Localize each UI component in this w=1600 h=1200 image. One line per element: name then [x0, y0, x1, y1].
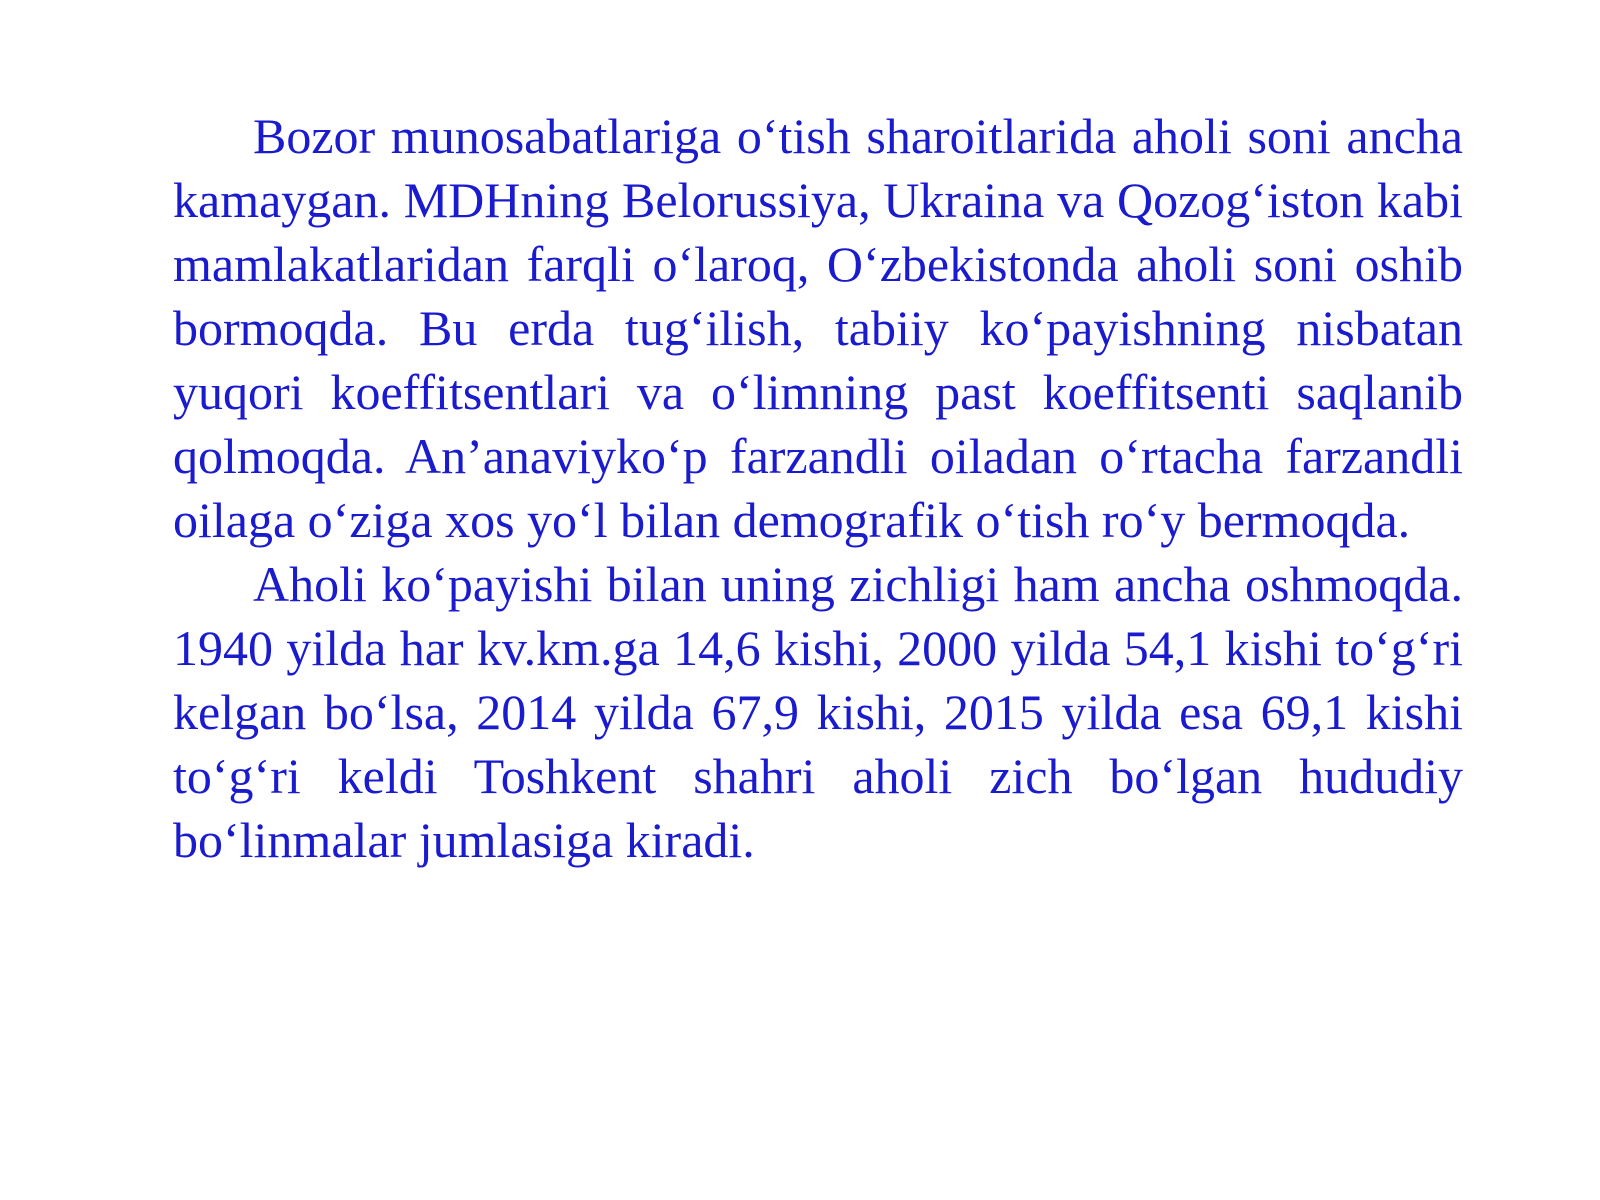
- slide-text-block: [173, 104, 1463, 872]
- paragraph-population-density: Aholi ko‘payishi bilan uning zichligi ham ancha oshmoqda. 1940 yilda har kv.km.ga 14,6 kishi, 2000 yilda 54,1 kishi to‘g‘ri kelgan bo‘lsa, 2014 yilda 67,9 kishi, 2015 yilda esa 69,1 kishi to‘g‘ri keldi Toshkent shahri aholi zich bo‘lgan hududiy bo‘linmalar jumlasiga kiradi.: [173, 556, 1463, 868]
- paragraph-population-change: Bozor munosabatlariga o‘tish sharoitlarida aholi soni ancha kamaygan. MDHning Belorussiya, Ukraina va Qozog‘iston kabi mamlakatlaridan farqli o‘laroq, O‘zbekistonda aholi soni oshib bormoqda. Bu erda tug‘ilish, tabiiy ko‘payishning nisbatan yuqori koeffitsentlari va o‘limning past koeffitsenti saqlanib qolmoqda. An’anaviyko‘p farzandli oiladan o‘rtacha farzandli oilaga o‘ziga xos yo‘l bilan demografik o‘tish ro‘y bermoqda.: [173, 108, 1463, 548]
